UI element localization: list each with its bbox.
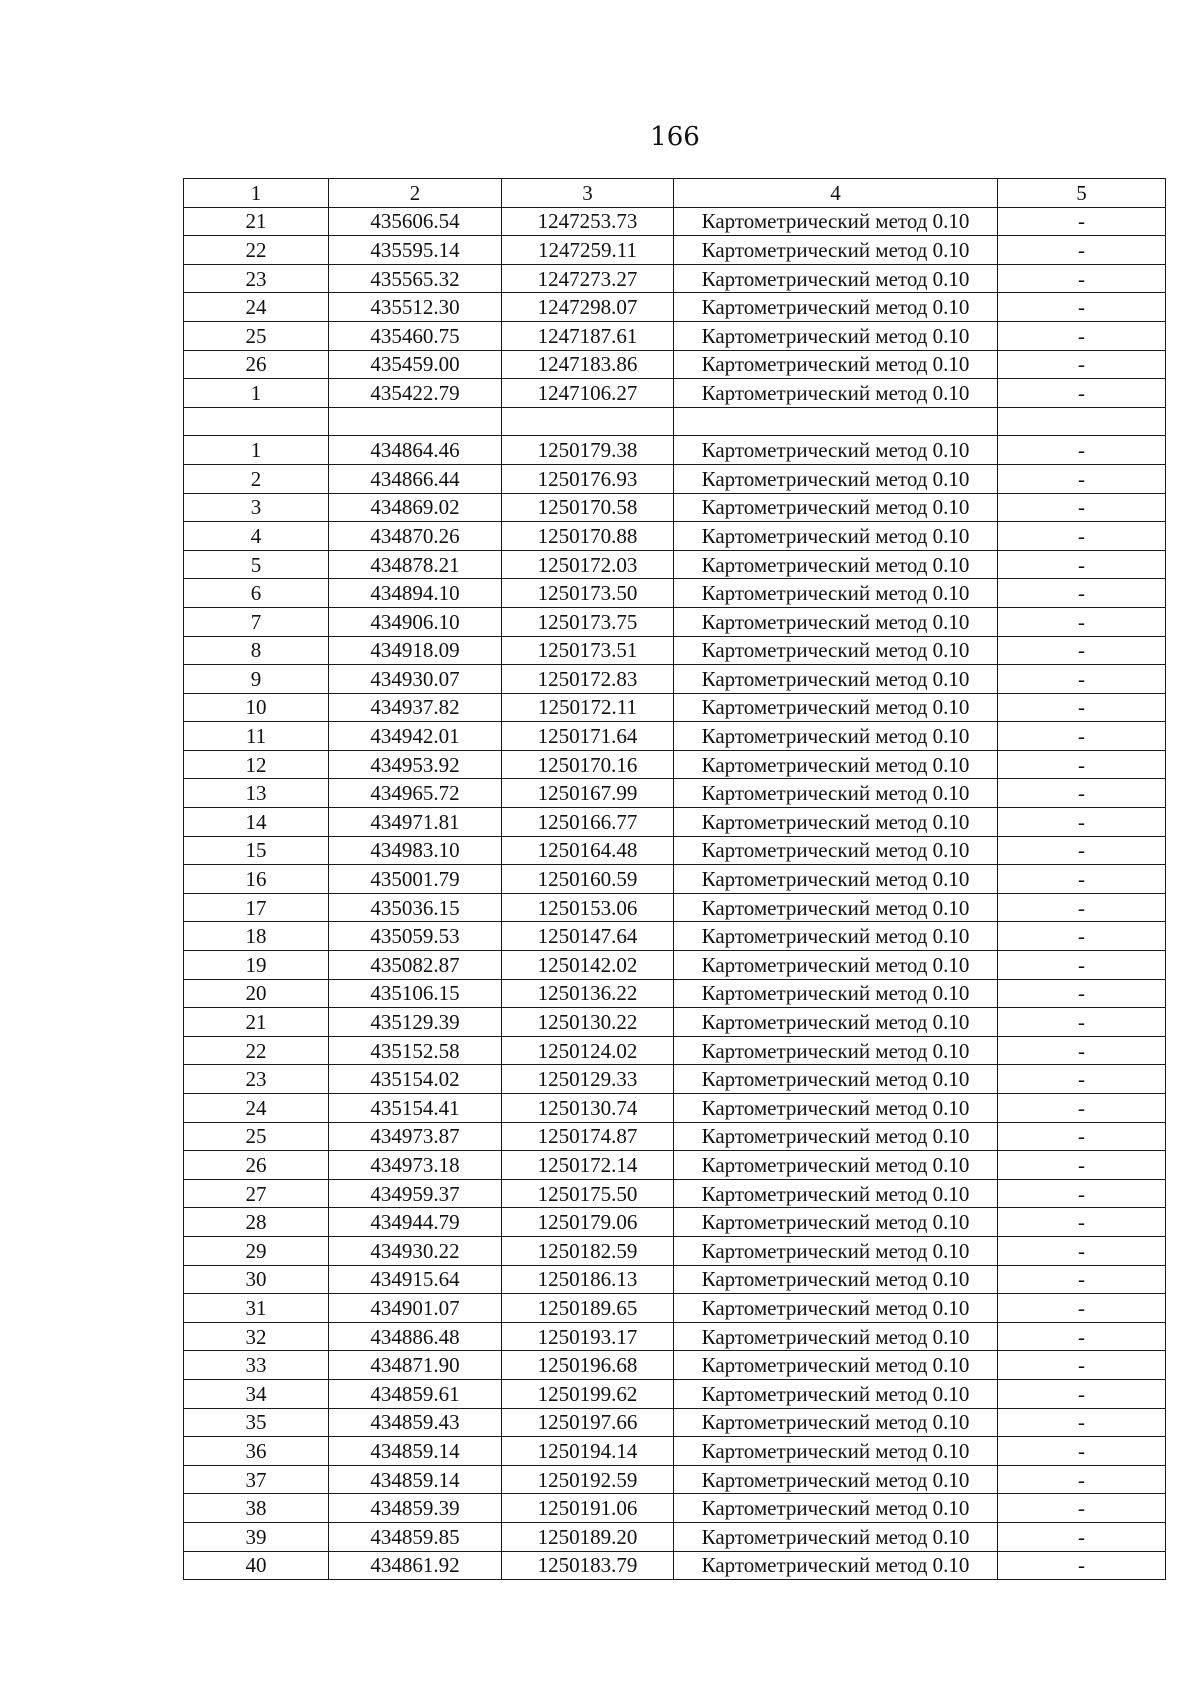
- point-number-cell: 23: [184, 1065, 329, 1094]
- y-coordinate-cell: 1250129.33: [502, 1065, 674, 1094]
- x-coordinate-cell: 435565.32: [329, 264, 502, 293]
- point-number-cell: 21: [184, 207, 329, 236]
- table-row: [184, 607, 1166, 636]
- table-row: [184, 550, 1166, 579]
- method-cell: Картометрический метод 0.10: [674, 1208, 998, 1237]
- method-cell: Картометрический метод 0.10: [674, 722, 998, 751]
- y-coordinate-cell: 1250166.77: [502, 808, 674, 837]
- point-number-cell: 1: [184, 436, 329, 465]
- table-row: [184, 1522, 1166, 1551]
- note-cell: -: [998, 379, 1166, 408]
- point-number-cell: 31: [184, 1294, 329, 1323]
- y-coordinate-cell: 1250191.06: [502, 1494, 674, 1523]
- x-coordinate-cell: 435106.15: [329, 979, 502, 1008]
- table-row: [184, 1494, 1166, 1523]
- y-coordinate-cell: 1250174.87: [502, 1122, 674, 1151]
- note-cell: -: [998, 1094, 1166, 1123]
- x-coordinate-cell: 434973.87: [329, 1122, 502, 1151]
- method-cell: Картометрический метод 0.10: [674, 350, 998, 379]
- x-coordinate-cell: 434906.10: [329, 607, 502, 636]
- table-row: [184, 1408, 1166, 1437]
- method-cell: Картометрический метод 0.10: [674, 1551, 998, 1580]
- table-row: [184, 579, 1166, 608]
- x-coordinate-cell: 435422.79: [329, 379, 502, 408]
- point-number-cell: 26: [184, 1151, 329, 1180]
- point-number-cell: 10: [184, 693, 329, 722]
- method-cell: Картометрический метод 0.10: [674, 1522, 998, 1551]
- y-coordinate-cell: 1250142.02: [502, 951, 674, 980]
- method-cell: Картометрический метод 0.10: [674, 1179, 998, 1208]
- y-coordinate-cell: 1247298.07: [502, 293, 674, 322]
- x-coordinate-cell: 435512.30: [329, 293, 502, 322]
- point-number-cell: 20: [184, 979, 329, 1008]
- y-coordinate-cell: 1250179.06: [502, 1208, 674, 1237]
- y-coordinate-cell: 1247273.27: [502, 264, 674, 293]
- method-cell: Картометрический метод 0.10: [674, 1265, 998, 1294]
- x-coordinate-cell: 434859.85: [329, 1522, 502, 1551]
- table-row: [184, 1236, 1166, 1265]
- point-number-cell: 25: [184, 1122, 329, 1151]
- x-coordinate-cell: 435154.41: [329, 1094, 502, 1123]
- note-cell: -: [998, 264, 1166, 293]
- point-number-cell: 1: [184, 379, 329, 408]
- x-coordinate-cell: 434886.48: [329, 1322, 502, 1351]
- x-coordinate-cell: 434859.61: [329, 1379, 502, 1408]
- note-cell: -: [998, 1065, 1166, 1094]
- method-cell: Картометрический метод 0.10: [674, 979, 998, 1008]
- note-cell: -: [998, 1208, 1166, 1237]
- x-coordinate-cell: 434870.26: [329, 522, 502, 551]
- table-row: [184, 979, 1166, 1008]
- y-coordinate-cell: 1250179.38: [502, 436, 674, 465]
- note-cell: -: [998, 1265, 1166, 1294]
- method-cell: Картометрический метод 0.10: [674, 550, 998, 579]
- note-cell: -: [998, 636, 1166, 665]
- y-coordinate-cell: 1250173.75: [502, 607, 674, 636]
- method-cell: Картометрический метод 0.10: [674, 236, 998, 265]
- x-coordinate-cell: 434878.21: [329, 550, 502, 579]
- table-row: [184, 1094, 1166, 1123]
- note-cell: -: [998, 321, 1166, 350]
- point-number-cell: 33: [184, 1351, 329, 1380]
- note-cell: [998, 407, 1166, 436]
- point-number-cell: 38: [184, 1494, 329, 1523]
- note-cell: -: [998, 1294, 1166, 1323]
- note-cell: -: [998, 436, 1166, 465]
- point-number-cell: 12: [184, 750, 329, 779]
- point-number-cell: 27: [184, 1179, 329, 1208]
- point-number-cell: 7: [184, 607, 329, 636]
- x-coordinate-cell: 434930.07: [329, 665, 502, 694]
- y-coordinate-cell: 1247183.86: [502, 350, 674, 379]
- table-row: [184, 750, 1166, 779]
- y-coordinate-cell: 1250124.02: [502, 1036, 674, 1065]
- page-number: 166: [650, 122, 700, 152]
- y-coordinate-cell: 1250192.59: [502, 1465, 674, 1494]
- note-cell: -: [998, 1522, 1166, 1551]
- point-number-cell: 11: [184, 722, 329, 751]
- point-number-cell: 9: [184, 665, 329, 694]
- x-coordinate-cell: 434869.02: [329, 493, 502, 522]
- x-coordinate-cell: 434871.90: [329, 1351, 502, 1380]
- note-cell: -: [998, 722, 1166, 751]
- y-coordinate-cell: 1250160.59: [502, 865, 674, 894]
- x-coordinate-cell: 435001.79: [329, 865, 502, 894]
- method-cell: Картометрический метод 0.10: [674, 207, 998, 236]
- y-coordinate-cell: 1250147.64: [502, 922, 674, 951]
- note-cell: -: [998, 293, 1166, 322]
- x-coordinate-cell: 434859.14: [329, 1437, 502, 1466]
- point-number-cell: 15: [184, 836, 329, 865]
- table-row: [184, 1322, 1166, 1351]
- x-coordinate-cell: 435059.53: [329, 922, 502, 951]
- note-cell: -: [998, 493, 1166, 522]
- x-coordinate-cell: 434965.72: [329, 779, 502, 808]
- method-cell: Картометрический метод 0.10: [674, 1322, 998, 1351]
- column-header: 5: [998, 179, 1166, 208]
- note-cell: -: [998, 1351, 1166, 1380]
- method-cell: Картометрический метод 0.10: [674, 293, 998, 322]
- note-cell: -: [998, 750, 1166, 779]
- note-cell: -: [998, 1465, 1166, 1494]
- y-coordinate-cell: 1250136.22: [502, 979, 674, 1008]
- method-cell: Картометрический метод 0.10: [674, 607, 998, 636]
- note-cell: -: [998, 1322, 1166, 1351]
- method-cell: Картометрический метод 0.10: [674, 1437, 998, 1466]
- table-row: [184, 321, 1166, 350]
- x-coordinate-cell: 435154.02: [329, 1065, 502, 1094]
- x-coordinate-cell: 434901.07: [329, 1294, 502, 1323]
- x-coordinate-cell: [329, 407, 502, 436]
- point-number-cell: 32: [184, 1322, 329, 1351]
- method-cell: Картометрический метод 0.10: [674, 522, 998, 551]
- x-coordinate-cell: 435460.75: [329, 321, 502, 350]
- y-coordinate-cell: 1250182.59: [502, 1236, 674, 1265]
- table-row: [184, 207, 1166, 236]
- note-cell: -: [998, 1551, 1166, 1580]
- y-coordinate-cell: 1250130.22: [502, 1008, 674, 1037]
- table-row: [184, 779, 1166, 808]
- table-row: [184, 922, 1166, 951]
- y-coordinate-cell: 1250170.58: [502, 493, 674, 522]
- method-cell: Картометрический метод 0.10: [674, 951, 998, 980]
- point-number-cell: 8: [184, 636, 329, 665]
- note-cell: -: [998, 665, 1166, 694]
- column-header: 4: [674, 179, 998, 208]
- point-number-cell: 19: [184, 951, 329, 980]
- y-coordinate-cell: 1250172.11: [502, 693, 674, 722]
- table-row: [184, 836, 1166, 865]
- method-cell: Картометрический метод 0.10: [674, 893, 998, 922]
- table-row: [184, 693, 1166, 722]
- y-coordinate-cell: 1250173.50: [502, 579, 674, 608]
- method-cell: Картометрический метод 0.10: [674, 1151, 998, 1180]
- y-coordinate-cell: 1250172.03: [502, 550, 674, 579]
- note-cell: -: [998, 779, 1166, 808]
- note-cell: -: [998, 522, 1166, 551]
- note-cell: -: [998, 350, 1166, 379]
- table-row: [184, 951, 1166, 980]
- point-number-cell: 23: [184, 264, 329, 293]
- x-coordinate-cell: 434864.46: [329, 436, 502, 465]
- table-row: [184, 1265, 1166, 1294]
- table-row: [184, 665, 1166, 694]
- x-coordinate-cell: 434971.81: [329, 808, 502, 837]
- method-cell: Картометрический метод 0.10: [674, 436, 998, 465]
- table-row: [184, 293, 1166, 322]
- x-coordinate-cell: 435082.87: [329, 951, 502, 980]
- y-coordinate-cell: 1250189.65: [502, 1294, 674, 1323]
- x-coordinate-cell: 434918.09: [329, 636, 502, 665]
- point-number-cell: 22: [184, 1036, 329, 1065]
- table-row: [184, 464, 1166, 493]
- point-number-cell: 29: [184, 1236, 329, 1265]
- note-cell: -: [998, 1036, 1166, 1065]
- point-number-cell: 28: [184, 1208, 329, 1237]
- note-cell: -: [998, 1379, 1166, 1408]
- method-cell: Картометрический метод 0.10: [674, 1008, 998, 1037]
- x-coordinate-cell: 434937.82: [329, 693, 502, 722]
- method-cell: Картометрический метод 0.10: [674, 1494, 998, 1523]
- y-coordinate-cell: 1250172.14: [502, 1151, 674, 1180]
- x-coordinate-cell: 434942.01: [329, 722, 502, 751]
- note-cell: -: [998, 464, 1166, 493]
- x-coordinate-cell: 434983.10: [329, 836, 502, 865]
- y-coordinate-cell: 1250173.51: [502, 636, 674, 665]
- x-coordinate-cell: 434973.18: [329, 1151, 502, 1180]
- y-coordinate-cell: 1250199.62: [502, 1379, 674, 1408]
- table-row: [184, 865, 1166, 894]
- y-coordinate-cell: 1250164.48: [502, 836, 674, 865]
- table-row: [184, 1036, 1166, 1065]
- x-coordinate-cell: 434930.22: [329, 1236, 502, 1265]
- x-coordinate-cell: 434866.44: [329, 464, 502, 493]
- point-number-cell: 30: [184, 1265, 329, 1294]
- table-row: [184, 264, 1166, 293]
- table-header-row: [184, 179, 1166, 208]
- method-cell: Картометрический метод 0.10: [674, 865, 998, 894]
- method-cell: Картометрический метод 0.10: [674, 1408, 998, 1437]
- y-coordinate-cell: 1247187.61: [502, 321, 674, 350]
- y-coordinate-cell: 1250183.79: [502, 1551, 674, 1580]
- point-number-cell: 35: [184, 1408, 329, 1437]
- table-row: [184, 636, 1166, 665]
- method-cell: Картометрический метод 0.10: [674, 808, 998, 837]
- table-row: [184, 1122, 1166, 1151]
- y-coordinate-cell: 1250186.13: [502, 1265, 674, 1294]
- x-coordinate-cell: 434953.92: [329, 750, 502, 779]
- point-number-cell: 39: [184, 1522, 329, 1551]
- y-coordinate-cell: 1250197.66: [502, 1408, 674, 1437]
- note-cell: -: [998, 579, 1166, 608]
- point-number-cell: 26: [184, 350, 329, 379]
- table-body: [184, 179, 1166, 1580]
- method-cell: Картометрический метод 0.10: [674, 493, 998, 522]
- y-coordinate-cell: 1250194.14: [502, 1437, 674, 1466]
- y-coordinate-cell: 1250130.74: [502, 1094, 674, 1123]
- y-coordinate-cell: 1250193.17: [502, 1322, 674, 1351]
- x-coordinate-cell: 434915.64: [329, 1265, 502, 1294]
- method-cell: Картометрический метод 0.10: [674, 636, 998, 665]
- y-coordinate-cell: 1250196.68: [502, 1351, 674, 1380]
- table-row: [184, 1351, 1166, 1380]
- x-coordinate-cell: 434861.92: [329, 1551, 502, 1580]
- method-cell: Картометрический метод 0.10: [674, 779, 998, 808]
- note-cell: -: [998, 865, 1166, 894]
- point-number-cell: 24: [184, 1094, 329, 1123]
- method-cell: Картометрический метод 0.10: [674, 579, 998, 608]
- point-number-cell: 37: [184, 1465, 329, 1494]
- note-cell: -: [998, 1437, 1166, 1466]
- note-cell: -: [998, 1151, 1166, 1180]
- x-coordinate-cell: 434944.79: [329, 1208, 502, 1237]
- point-number-cell: 16: [184, 865, 329, 894]
- note-cell: -: [998, 1122, 1166, 1151]
- table-row: [184, 1151, 1166, 1180]
- y-coordinate-cell: 1250172.83: [502, 665, 674, 694]
- column-header: 3: [502, 179, 674, 208]
- method-cell: Картометрический метод 0.10: [674, 264, 998, 293]
- method-cell: Картометрический метод 0.10: [674, 379, 998, 408]
- x-coordinate-cell: 434894.10: [329, 579, 502, 608]
- coordinates-table: [183, 178, 1166, 1580]
- method-cell: [674, 407, 998, 436]
- method-cell: Картометрический метод 0.10: [674, 1065, 998, 1094]
- note-cell: -: [998, 1408, 1166, 1437]
- note-cell: -: [998, 1008, 1166, 1037]
- table-row: [184, 236, 1166, 265]
- x-coordinate-cell: 434859.14: [329, 1465, 502, 1494]
- y-coordinate-cell: 1250170.16: [502, 750, 674, 779]
- method-cell: Картометрический метод 0.10: [674, 922, 998, 951]
- x-coordinate-cell: 434959.37: [329, 1179, 502, 1208]
- x-coordinate-cell: 435036.15: [329, 893, 502, 922]
- x-coordinate-cell: 434859.43: [329, 1408, 502, 1437]
- table-row: [184, 1008, 1166, 1037]
- method-cell: Картометрический метод 0.10: [674, 836, 998, 865]
- point-number-cell: 21: [184, 1008, 329, 1037]
- table-row: [184, 379, 1166, 408]
- note-cell: -: [998, 1179, 1166, 1208]
- point-number-cell: 24: [184, 293, 329, 322]
- note-cell: -: [998, 951, 1166, 980]
- table-row: [184, 1465, 1166, 1494]
- column-header: 1: [184, 179, 329, 208]
- point-number-cell: 14: [184, 808, 329, 837]
- y-coordinate-cell: 1247259.11: [502, 236, 674, 265]
- point-number-cell: 4: [184, 522, 329, 551]
- point-number-cell: 34: [184, 1379, 329, 1408]
- table-row: [184, 407, 1166, 436]
- y-coordinate-cell: 1250167.99: [502, 779, 674, 808]
- note-cell: -: [998, 693, 1166, 722]
- note-cell: -: [998, 808, 1166, 837]
- x-coordinate-cell: 435606.54: [329, 207, 502, 236]
- y-coordinate-cell: 1250153.06: [502, 893, 674, 922]
- point-number-cell: 22: [184, 236, 329, 265]
- note-cell: -: [998, 1236, 1166, 1265]
- table-row: [184, 1294, 1166, 1323]
- table-row: [184, 436, 1166, 465]
- point-number-cell: 3: [184, 493, 329, 522]
- note-cell: -: [998, 207, 1166, 236]
- table-row: [184, 893, 1166, 922]
- x-coordinate-cell: 435595.14: [329, 236, 502, 265]
- y-coordinate-cell: 1247253.73: [502, 207, 674, 236]
- note-cell: -: [998, 607, 1166, 636]
- y-coordinate-cell: 1250189.20: [502, 1522, 674, 1551]
- point-number-cell: 36: [184, 1437, 329, 1466]
- x-coordinate-cell: 434859.39: [329, 1494, 502, 1523]
- table-row: [184, 722, 1166, 751]
- point-number-cell: [184, 407, 329, 436]
- y-coordinate-cell: [502, 407, 674, 436]
- x-coordinate-cell: 435459.00: [329, 350, 502, 379]
- y-coordinate-cell: 1247106.27: [502, 379, 674, 408]
- method-cell: Картометрический метод 0.10: [674, 1094, 998, 1123]
- x-coordinate-cell: 435129.39: [329, 1008, 502, 1037]
- method-cell: Картометрический метод 0.10: [674, 693, 998, 722]
- method-cell: Картометрический метод 0.10: [674, 1122, 998, 1151]
- y-coordinate-cell: 1250171.64: [502, 722, 674, 751]
- table-row: [184, 1208, 1166, 1237]
- table-row: [184, 522, 1166, 551]
- method-cell: Картометрический метод 0.10: [674, 1236, 998, 1265]
- method-cell: Картометрический метод 0.10: [674, 665, 998, 694]
- table-row: [184, 1437, 1166, 1466]
- y-coordinate-cell: 1250176.93: [502, 464, 674, 493]
- y-coordinate-cell: 1250175.50: [502, 1179, 674, 1208]
- point-number-cell: 40: [184, 1551, 329, 1580]
- point-number-cell: 17: [184, 893, 329, 922]
- table-row: [184, 808, 1166, 837]
- table-row: [184, 493, 1166, 522]
- point-number-cell: 18: [184, 922, 329, 951]
- point-number-cell: 6: [184, 579, 329, 608]
- note-cell: -: [998, 979, 1166, 1008]
- method-cell: Картометрический метод 0.10: [674, 1465, 998, 1494]
- method-cell: Картометрический метод 0.10: [674, 1294, 998, 1323]
- point-number-cell: 5: [184, 550, 329, 579]
- note-cell: -: [998, 836, 1166, 865]
- method-cell: Картометрический метод 0.10: [674, 1036, 998, 1065]
- method-cell: Картометрический метод 0.10: [674, 321, 998, 350]
- table-row: [184, 1551, 1166, 1580]
- y-coordinate-cell: 1250170.88: [502, 522, 674, 551]
- method-cell: Картометрический метод 0.10: [674, 1379, 998, 1408]
- note-cell: -: [998, 1494, 1166, 1523]
- point-number-cell: 25: [184, 321, 329, 350]
- note-cell: -: [998, 922, 1166, 951]
- column-header: 2: [329, 179, 502, 208]
- point-number-cell: 2: [184, 464, 329, 493]
- table-row: [184, 1065, 1166, 1094]
- method-cell: Картометрический метод 0.10: [674, 1351, 998, 1380]
- x-coordinate-cell: 435152.58: [329, 1036, 502, 1065]
- table-row: [184, 1179, 1166, 1208]
- table-row: [184, 1379, 1166, 1408]
- note-cell: -: [998, 550, 1166, 579]
- method-cell: Картометрический метод 0.10: [674, 464, 998, 493]
- table-row: [184, 350, 1166, 379]
- method-cell: Картометрический метод 0.10: [674, 750, 998, 779]
- note-cell: -: [998, 236, 1166, 265]
- note-cell: -: [998, 893, 1166, 922]
- point-number-cell: 13: [184, 779, 329, 808]
